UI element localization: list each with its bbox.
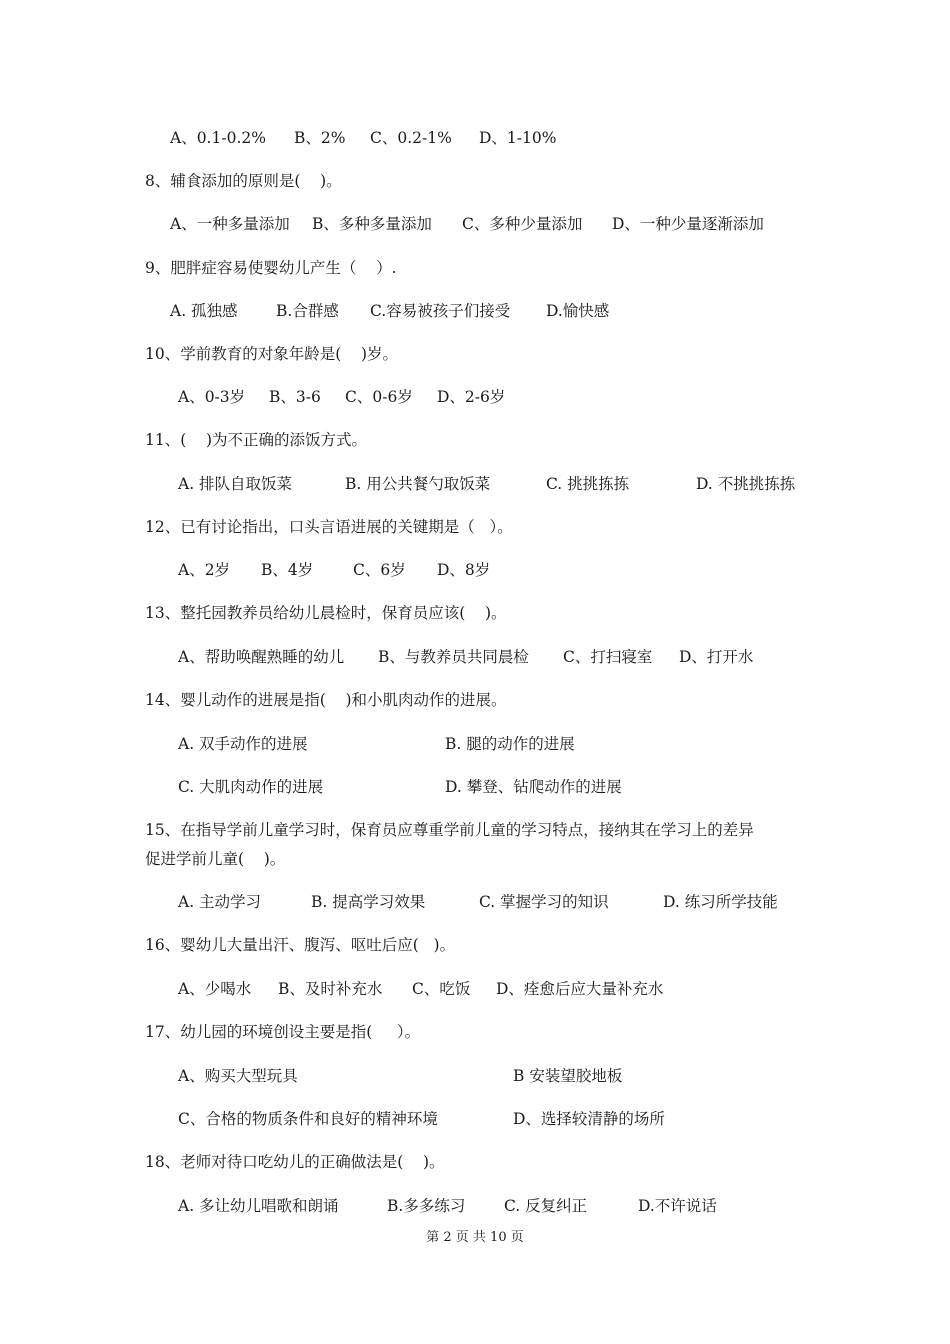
q11-option-c: C. 挑挑拣拣 <box>546 475 630 493</box>
q7-option-a: A、0.1-0.2% <box>170 129 266 147</box>
q10-option-c: C、0-6岁 <box>345 388 413 406</box>
q11-option-a: A. 排队自取饭菜 <box>178 475 293 493</box>
q9-option-d: D.愉快感 <box>546 302 610 320</box>
q9-option-b: B.合群感 <box>276 302 339 320</box>
q17-option-c: C、合格的物质条件和良好的精神环境 <box>178 1110 438 1128</box>
q18-option-d: D.不许说话 <box>638 1197 717 1215</box>
q13-option-c: C、打扫寝室 <box>563 648 653 666</box>
q13-option-d: D、打开水 <box>679 648 754 666</box>
q8-question: 8、辅食添加的原则是( )。 <box>145 172 342 190</box>
q16-option-d: D、痊愈后应大量补充水 <box>496 980 664 998</box>
q7-option-b: B、2% <box>294 129 346 147</box>
q10-question: 10、学前教育的对象年龄是( )岁。 <box>145 345 399 363</box>
q8-option-a: A、一种多量添加 <box>170 215 290 233</box>
q18-option-a: A. 多让幼儿唱歌和朗诵 <box>178 1197 339 1215</box>
q10-option-a: A、0-3岁 <box>178 388 246 406</box>
q15-option-b: B. 提高学习效果 <box>311 893 426 911</box>
q9-option-c: C.容易被孩子们接受 <box>370 302 511 320</box>
q7-option-c: C、0.2-1% <box>370 129 452 147</box>
q11-option-d: D. 不挑挑拣拣 <box>696 475 796 493</box>
q12-question: 12、已有讨论指出，口头言语进展的关键期是（ ）。 <box>145 518 513 536</box>
q8-option-b: B、多种多量添加 <box>312 215 432 233</box>
q14-option-b: B. 腿的动作的进展 <box>445 735 575 753</box>
q17-option-d: D、选择较清静的场所 <box>513 1110 665 1128</box>
q17-option-a: A、购买大型玩具 <box>178 1067 298 1085</box>
q18-option-b: B.多多练习 <box>387 1197 466 1215</box>
q8-option-c: C、多种少量添加 <box>462 215 583 233</box>
q13-question: 13、整托园教养员给幼儿晨检时，保育员应该( )。 <box>145 604 507 622</box>
q8-option-d: D、一种少量逐渐添加 <box>612 215 764 233</box>
q18-question: 18、老师对待口吃幼儿的正确做法是( )。 <box>145 1153 445 1171</box>
q16-option-b: B、及时补充水 <box>278 980 383 998</box>
q16-option-c: C、吃饭 <box>412 980 471 998</box>
q10-option-b: B、3-6 <box>269 388 321 406</box>
q13-option-b: B、与教养员共同晨检 <box>378 648 529 666</box>
q16-question: 16、婴幼儿大量出汗、腹泻、呕吐后应( )。 <box>145 936 456 954</box>
q9-question: 9、肥胖症容易使婴幼儿产生（ ）. <box>145 259 397 277</box>
q10-option-d: D、2-6岁 <box>437 388 506 406</box>
page-number-footer: 第 2 页 共 10 页 <box>426 1230 524 1245</box>
q17-question: 17、幼儿园的环境创设主要是指( ）。 <box>145 1023 421 1041</box>
q14-option-a: A. 双手动作的进展 <box>178 735 308 753</box>
q15-question-line2: 促进学前儿童( )。 <box>145 850 286 868</box>
q14-option-c: C. 大肌肉动作的进展 <box>178 778 324 796</box>
q11-option-b: B. 用公共餐勺取饭菜 <box>345 475 491 493</box>
q14-option-d: D. 攀登、钻爬动作的进展 <box>445 778 622 796</box>
q16-option-a: A、少喝水 <box>178 980 252 998</box>
q11-question: 11、( )为不正确的添饭方式。 <box>145 431 368 449</box>
q12-option-c: C、6岁 <box>353 561 406 579</box>
q12-option-d: D、8岁 <box>437 561 491 579</box>
q7-option-d: D、1-10% <box>479 129 557 147</box>
q12-option-a: A、2岁 <box>178 561 231 579</box>
q15-question-line1: 15、在指导学前儿童学习时，保育员应尊重学前儿童的学习特点，接纳其在学习上的差异 <box>145 821 754 839</box>
q13-option-a: A、帮助唤醒熟睡的幼儿 <box>178 648 345 666</box>
q18-option-c: C. 反复纠正 <box>504 1197 588 1215</box>
q14-question: 14、婴儿动作的进展是指( )和小肌肉动作的进展。 <box>145 691 507 709</box>
q12-option-b: B、4岁 <box>261 561 314 579</box>
q15-option-c: C. 掌握学习的知识 <box>479 893 609 911</box>
q15-option-d: D. 练习所学技能 <box>663 893 778 911</box>
q9-option-a: A. 孤独感 <box>170 302 238 320</box>
q15-option-a: A. 主动学习 <box>178 893 262 911</box>
q17-option-b: B 安装望胶地板 <box>513 1067 623 1085</box>
